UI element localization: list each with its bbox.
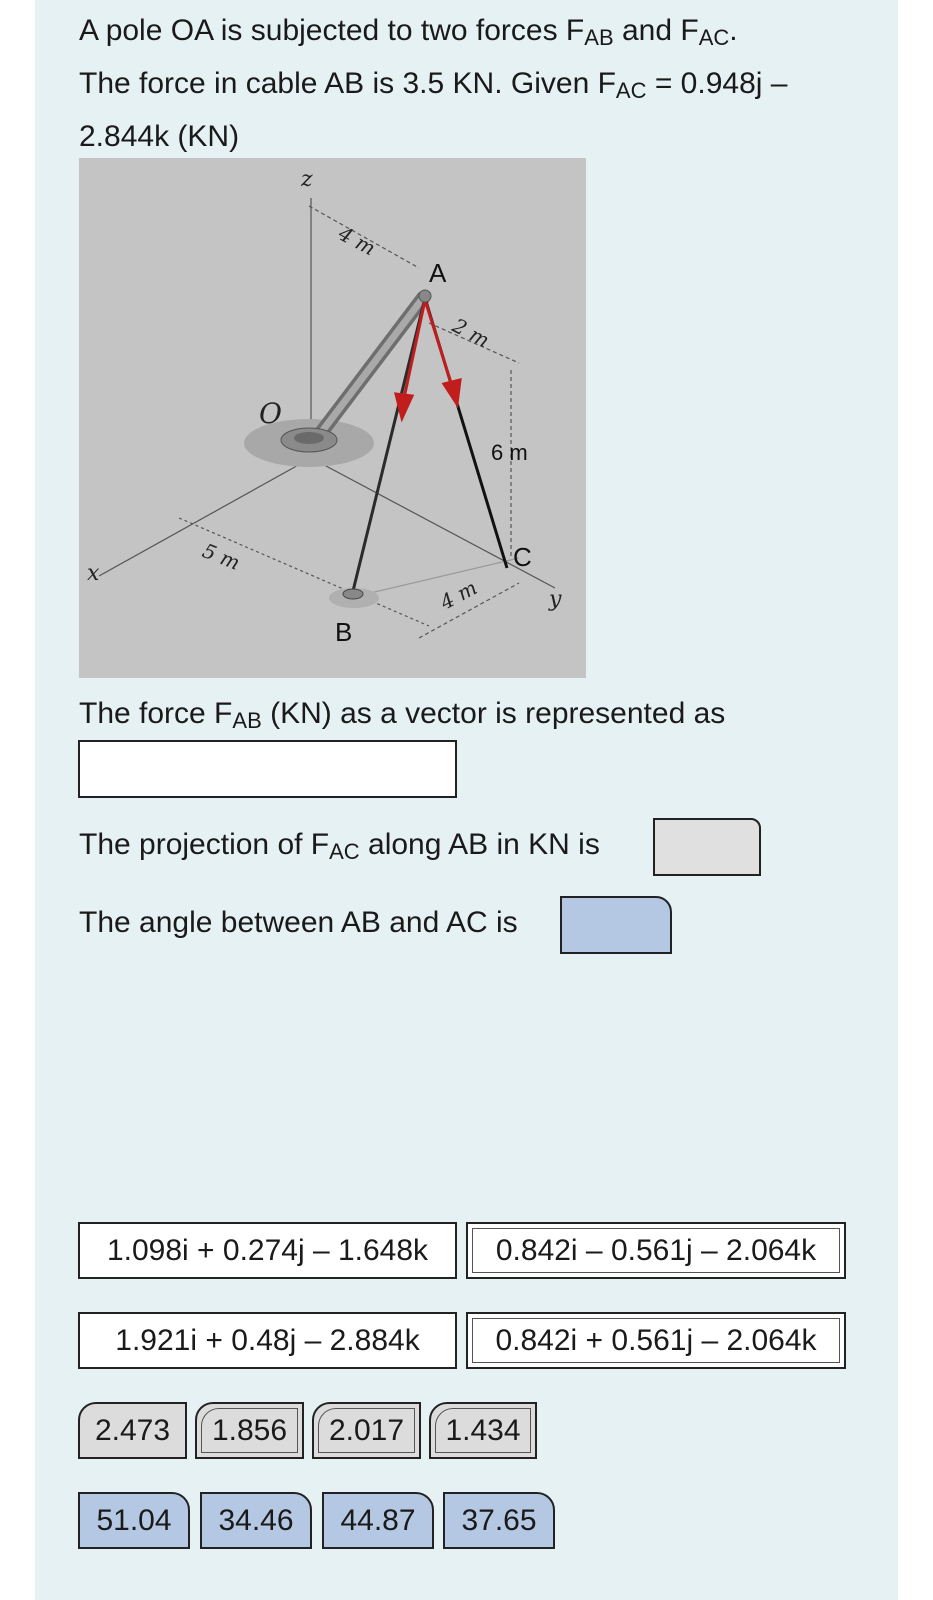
vector-option[interactable]: 1.098i + 0.274j – 1.648k: [78, 1222, 457, 1279]
angle-answer-dropzone[interactable]: [560, 896, 672, 954]
dim-line-5m: [179, 518, 429, 626]
dim-label-6m: 6 m: [491, 440, 528, 465]
force-arrowhead-ab: [396, 394, 412, 418]
projection-answer-dropzone[interactable]: [653, 818, 761, 876]
vector-option[interactable]: 0.842i + 0.561j – 2.064k: [466, 1312, 846, 1369]
y-axis-label: y: [549, 587, 562, 612]
force-arrowhead-ac: [444, 380, 460, 404]
point-o-label: O: [259, 397, 282, 430]
angle-prompt: The angle between AB and AC is: [79, 906, 518, 939]
dim-label-5m: 5 m: [199, 538, 244, 575]
pole-diagram-svg: [79, 158, 586, 678]
question-line-3: 2.844k (KN): [79, 120, 240, 153]
point-a-joint: [419, 290, 431, 302]
projection-prompt: The projection of $F_{AC}$ along AB in KN is: [79, 828, 600, 864]
vector-prompt: The force $F_{AB}$ (KN) as a vector is represented as: [79, 697, 726, 733]
angle-option[interactable]: 37.65: [443, 1492, 555, 1549]
vector-option[interactable]: 0.842i – 0.561j – 2.064k: [466, 1222, 846, 1279]
force-arrow-ac: [425, 300, 452, 386]
dim-label-2m: 2 m: [448, 313, 494, 353]
projection-option[interactable]: 2.473: [78, 1402, 187, 1459]
projection-option[interactable]: 2.017: [312, 1402, 421, 1459]
point-b-label: B: [335, 617, 353, 647]
dim-label-4m-bottom: 4 m: [436, 575, 481, 615]
pole-diagram: [79, 158, 586, 678]
question-line-1: A pole OA is subjected to two forces $F_{AB}$ and $F_{AC}$.: [79, 14, 738, 50]
point-a-label: A: [429, 258, 447, 288]
angle-option[interactable]: 34.46: [200, 1492, 312, 1549]
pole-base-socket: [294, 432, 324, 444]
anchor-b: [343, 589, 363, 599]
vector-answer-dropzone[interactable]: [78, 740, 457, 798]
vector-option[interactable]: 1.921i + 0.48j – 2.884k: [78, 1312, 457, 1369]
dim-label-4m-top: 4 m: [334, 221, 380, 261]
question-text: [79, 8, 869, 160]
ground-line-bc: [349, 558, 519, 598]
projection-option[interactable]: 1.434: [429, 1402, 537, 1459]
x-axis-label: x: [87, 561, 100, 586]
projection-option[interactable]: 1.856: [195, 1402, 304, 1459]
question-line-2: The force in cable AB is 3.5 KN. Given $F_{AC} = 0.948j$ –: [79, 67, 788, 103]
point-c-label: C: [513, 542, 532, 572]
angle-option[interactable]: 51.04: [78, 1492, 190, 1549]
z-axis-label: z: [301, 167, 313, 192]
angle-option[interactable]: 44.87: [322, 1492, 434, 1549]
